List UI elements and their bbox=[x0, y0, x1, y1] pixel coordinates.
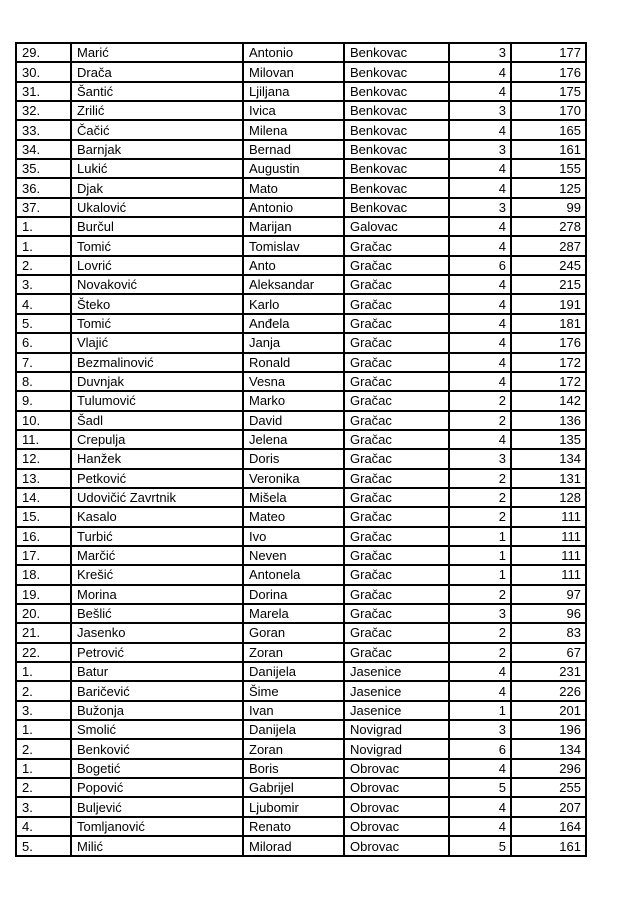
rank-cell: 4. bbox=[16, 294, 71, 313]
points-cell: 131 bbox=[511, 469, 586, 488]
count-cell: 3 bbox=[449, 140, 511, 159]
first-name-cell: Mateo bbox=[243, 507, 344, 526]
table-row bbox=[16, 314, 586, 333]
points-cell: 111 bbox=[511, 527, 586, 546]
place-cell: Gračac bbox=[344, 236, 449, 255]
last-name-cell: Tomić bbox=[71, 236, 243, 255]
first-name-cell: Mato bbox=[243, 178, 344, 197]
last-name-cell: Novaković bbox=[71, 275, 243, 294]
place-cell: Gračac bbox=[344, 372, 449, 391]
first-name-cell: Zoran bbox=[243, 643, 344, 662]
rank-cell: 1. bbox=[16, 759, 71, 778]
table-row bbox=[16, 43, 586, 62]
count-cell: 4 bbox=[449, 159, 511, 178]
last-name-cell: Marčić bbox=[71, 546, 243, 565]
place-cell: Gračac bbox=[344, 294, 449, 313]
count-cell: 5 bbox=[449, 836, 511, 856]
place-cell: Gračac bbox=[344, 643, 449, 662]
last-name-cell: Jasenko bbox=[71, 623, 243, 642]
table-row bbox=[16, 469, 586, 488]
first-name-cell: Mišela bbox=[243, 488, 344, 507]
points-cell: 134 bbox=[511, 449, 586, 468]
last-name-cell: Bezmalinović bbox=[71, 353, 243, 372]
place-cell: Benkovac bbox=[344, 178, 449, 197]
place-cell: Gračac bbox=[344, 314, 449, 333]
last-name-cell: Tomljanović bbox=[71, 817, 243, 836]
points-cell: 111 bbox=[511, 565, 586, 584]
count-cell: 4 bbox=[449, 314, 511, 333]
count-cell: 3 bbox=[449, 101, 511, 120]
rank-cell: 21. bbox=[16, 623, 71, 642]
first-name-cell: Ronald bbox=[243, 353, 344, 372]
place-cell: Jasenice bbox=[344, 701, 449, 720]
rank-cell: 12. bbox=[16, 449, 71, 468]
rank-cell: 4. bbox=[16, 817, 71, 836]
points-cell: 245 bbox=[511, 256, 586, 275]
points-cell: 142 bbox=[511, 391, 586, 410]
place-cell: Benkovac bbox=[344, 198, 449, 217]
last-name-cell: Baričević bbox=[71, 681, 243, 700]
count-cell: 4 bbox=[449, 275, 511, 294]
place-cell: Obrovac bbox=[344, 797, 449, 816]
points-cell: 226 bbox=[511, 681, 586, 700]
count-cell: 2 bbox=[449, 585, 511, 604]
rank-cell: 13. bbox=[16, 469, 71, 488]
count-cell: 6 bbox=[449, 256, 511, 275]
place-cell: Gračac bbox=[344, 546, 449, 565]
last-name-cell: Smolić bbox=[71, 720, 243, 739]
first-name-cell: Marela bbox=[243, 604, 344, 623]
place-cell: Obrovac bbox=[344, 817, 449, 836]
first-name-cell: Goran bbox=[243, 623, 344, 642]
count-cell: 4 bbox=[449, 430, 511, 449]
points-cell: 201 bbox=[511, 701, 586, 720]
points-cell: 176 bbox=[511, 62, 586, 81]
last-name-cell: Lukić bbox=[71, 159, 243, 178]
place-cell: Gračac bbox=[344, 353, 449, 372]
rank-cell: 35. bbox=[16, 159, 71, 178]
place-cell: Benkovac bbox=[344, 140, 449, 159]
points-cell: 134 bbox=[511, 739, 586, 758]
count-cell: 2 bbox=[449, 488, 511, 507]
rank-cell: 16. bbox=[16, 527, 71, 546]
points-cell: 99 bbox=[511, 198, 586, 217]
points-cell: 287 bbox=[511, 236, 586, 255]
table-row bbox=[16, 120, 586, 139]
place-cell: Gračac bbox=[344, 604, 449, 623]
last-name-cell: Popović bbox=[71, 778, 243, 797]
table-row bbox=[16, 256, 586, 275]
points-cell: 278 bbox=[511, 217, 586, 236]
last-name-cell: Duvnjak bbox=[71, 372, 243, 391]
count-cell: 4 bbox=[449, 817, 511, 836]
place-cell: Novigrad bbox=[344, 739, 449, 758]
points-cell: 135 bbox=[511, 430, 586, 449]
table-row bbox=[16, 449, 586, 468]
first-name-cell: Ljiljana bbox=[243, 82, 344, 101]
place-cell: Benkovac bbox=[344, 159, 449, 178]
first-name-cell: Vesna bbox=[243, 372, 344, 391]
count-cell: 1 bbox=[449, 701, 511, 720]
points-cell: 125 bbox=[511, 178, 586, 197]
rank-cell: 2. bbox=[16, 681, 71, 700]
place-cell: Benkovac bbox=[344, 43, 449, 62]
rank-cell: 29. bbox=[16, 43, 71, 62]
points-cell: 207 bbox=[511, 797, 586, 816]
rank-cell: 3. bbox=[16, 275, 71, 294]
place-cell: Gračac bbox=[344, 449, 449, 468]
place-cell: Obrovac bbox=[344, 759, 449, 778]
points-cell: 96 bbox=[511, 604, 586, 623]
table-row bbox=[16, 681, 586, 700]
count-cell: 1 bbox=[449, 527, 511, 546]
first-name-cell: Ivica bbox=[243, 101, 344, 120]
count-cell: 4 bbox=[449, 82, 511, 101]
place-cell: Gračac bbox=[344, 333, 449, 352]
last-name-cell: Čačić bbox=[71, 120, 243, 139]
count-cell: 4 bbox=[449, 294, 511, 313]
last-name-cell: Tulumović bbox=[71, 391, 243, 410]
table-row bbox=[16, 178, 586, 197]
rank-cell: 36. bbox=[16, 178, 71, 197]
table-row bbox=[16, 372, 586, 391]
table-row bbox=[16, 701, 586, 720]
points-cell: 231 bbox=[511, 662, 586, 681]
points-cell: 172 bbox=[511, 372, 586, 391]
last-name-cell: Zrilić bbox=[71, 101, 243, 120]
place-cell: Jasenice bbox=[344, 662, 449, 681]
table-row bbox=[16, 82, 586, 101]
table-row bbox=[16, 662, 586, 681]
first-name-cell: Boris bbox=[243, 759, 344, 778]
table-row bbox=[16, 623, 586, 642]
count-cell: 4 bbox=[449, 372, 511, 391]
last-name-cell: Crepulja bbox=[71, 430, 243, 449]
table-row bbox=[16, 198, 586, 217]
table-row bbox=[16, 411, 586, 430]
table-row bbox=[16, 836, 586, 856]
table-row bbox=[16, 62, 586, 81]
first-name-cell: Aleksandar bbox=[243, 275, 344, 294]
count-cell: 4 bbox=[449, 236, 511, 255]
table-row bbox=[16, 817, 586, 836]
place-cell: Gračac bbox=[344, 488, 449, 507]
table-row bbox=[16, 140, 586, 159]
count-cell: 3 bbox=[449, 43, 511, 62]
place-cell: Jasenice bbox=[344, 681, 449, 700]
count-cell: 4 bbox=[449, 62, 511, 81]
place-cell: Benkovac bbox=[344, 101, 449, 120]
points-cell: 175 bbox=[511, 82, 586, 101]
last-name-cell: Djak bbox=[71, 178, 243, 197]
count-cell: 2 bbox=[449, 411, 511, 430]
first-name-cell: Danijela bbox=[243, 720, 344, 739]
points-cell: 176 bbox=[511, 333, 586, 352]
place-cell: Gračac bbox=[344, 565, 449, 584]
last-name-cell: Petrović bbox=[71, 643, 243, 662]
count-cell: 4 bbox=[449, 797, 511, 816]
first-name-cell: Milovan bbox=[243, 62, 344, 81]
last-name-cell: Krešić bbox=[71, 565, 243, 584]
table-row bbox=[16, 333, 586, 352]
count-cell: 3 bbox=[449, 449, 511, 468]
last-name-cell: Marić bbox=[71, 43, 243, 62]
count-cell: 2 bbox=[449, 469, 511, 488]
rank-cell: 9. bbox=[16, 391, 71, 410]
last-name-cell: Morina bbox=[71, 585, 243, 604]
table-row bbox=[16, 797, 586, 816]
rank-cell: 1. bbox=[16, 662, 71, 681]
place-cell: Gračac bbox=[344, 275, 449, 294]
count-cell: 1 bbox=[449, 565, 511, 584]
rank-cell: 14. bbox=[16, 488, 71, 507]
first-name-cell: Dorina bbox=[243, 585, 344, 604]
rank-cell: 17. bbox=[16, 546, 71, 565]
table-row bbox=[16, 275, 586, 294]
points-cell: 67 bbox=[511, 643, 586, 662]
points-cell: 111 bbox=[511, 546, 586, 565]
points-cell: 172 bbox=[511, 353, 586, 372]
first-name-cell: Jelena bbox=[243, 430, 344, 449]
count-cell: 1 bbox=[449, 546, 511, 565]
points-cell: 97 bbox=[511, 585, 586, 604]
count-cell: 2 bbox=[449, 623, 511, 642]
points-cell: 155 bbox=[511, 159, 586, 178]
last-name-cell: Petković bbox=[71, 469, 243, 488]
points-cell: 128 bbox=[511, 488, 586, 507]
place-cell: Gračac bbox=[344, 507, 449, 526]
first-name-cell: Renato bbox=[243, 817, 344, 836]
rank-cell: 8. bbox=[16, 372, 71, 391]
first-name-cell: Danijela bbox=[243, 662, 344, 681]
place-cell: Novigrad bbox=[344, 720, 449, 739]
last-name-cell: Tomić bbox=[71, 314, 243, 333]
count-cell: 4 bbox=[449, 333, 511, 352]
points-cell: 296 bbox=[511, 759, 586, 778]
place-cell: Gračac bbox=[344, 527, 449, 546]
rank-cell: 3. bbox=[16, 701, 71, 720]
rank-cell: 5. bbox=[16, 836, 71, 856]
last-name-cell: Udovičić Zavrtnik bbox=[71, 488, 243, 507]
points-cell: 111 bbox=[511, 507, 586, 526]
table-row bbox=[16, 101, 586, 120]
first-name-cell: Milorad bbox=[243, 836, 344, 856]
first-name-cell: Anđela bbox=[243, 314, 344, 333]
first-name-cell: Ivan bbox=[243, 701, 344, 720]
rank-cell: 18. bbox=[16, 565, 71, 584]
count-cell: 4 bbox=[449, 217, 511, 236]
count-cell: 3 bbox=[449, 604, 511, 623]
rank-cell: 2. bbox=[16, 778, 71, 797]
place-cell: Gračac bbox=[344, 585, 449, 604]
last-name-cell: Lovrić bbox=[71, 256, 243, 275]
rank-cell: 1. bbox=[16, 720, 71, 739]
table-row bbox=[16, 604, 586, 623]
last-name-cell: Burčul bbox=[71, 217, 243, 236]
place-cell: Galovac bbox=[344, 217, 449, 236]
rank-cell: 20. bbox=[16, 604, 71, 623]
rank-cell: 7. bbox=[16, 353, 71, 372]
table-row bbox=[16, 294, 586, 313]
points-cell: 181 bbox=[511, 314, 586, 333]
place-cell: Gračac bbox=[344, 256, 449, 275]
table-row bbox=[16, 759, 586, 778]
last-name-cell: Bogetić bbox=[71, 759, 243, 778]
rank-cell: 10. bbox=[16, 411, 71, 430]
first-name-cell: Milena bbox=[243, 120, 344, 139]
table-row bbox=[16, 565, 586, 584]
rank-cell: 1. bbox=[16, 217, 71, 236]
first-name-cell: Šime bbox=[243, 681, 344, 700]
last-name-cell: Drača bbox=[71, 62, 243, 81]
first-name-cell: Zoran bbox=[243, 739, 344, 758]
first-name-cell: Antonio bbox=[243, 198, 344, 217]
place-cell: Gračac bbox=[344, 623, 449, 642]
first-name-cell: David bbox=[243, 411, 344, 430]
rank-cell: 5. bbox=[16, 314, 71, 333]
last-name-cell: Bužonja bbox=[71, 701, 243, 720]
last-name-cell: Turbić bbox=[71, 527, 243, 546]
table-row bbox=[16, 778, 586, 797]
table-row bbox=[16, 159, 586, 178]
count-cell: 4 bbox=[449, 120, 511, 139]
place-cell: Obrovac bbox=[344, 778, 449, 797]
rank-cell: 3. bbox=[16, 797, 71, 816]
rank-cell: 1. bbox=[16, 236, 71, 255]
last-name-cell: Batur bbox=[71, 662, 243, 681]
place-cell: Benkovac bbox=[344, 120, 449, 139]
table-row bbox=[16, 527, 586, 546]
first-name-cell: Anto bbox=[243, 256, 344, 275]
points-cell: 136 bbox=[511, 411, 586, 430]
table-row bbox=[16, 720, 586, 739]
first-name-cell: Tomislav bbox=[243, 236, 344, 255]
first-name-cell: Ivo bbox=[243, 527, 344, 546]
rank-cell: 19. bbox=[16, 585, 71, 604]
first-name-cell: Veronika bbox=[243, 469, 344, 488]
count-cell: 2 bbox=[449, 507, 511, 526]
count-cell: 4 bbox=[449, 662, 511, 681]
rank-cell: 31. bbox=[16, 82, 71, 101]
count-cell: 5 bbox=[449, 778, 511, 797]
last-name-cell: Hanžek bbox=[71, 449, 243, 468]
rank-cell: 15. bbox=[16, 507, 71, 526]
rank-cell: 32. bbox=[16, 101, 71, 120]
last-name-cell: Milić bbox=[71, 836, 243, 856]
first-name-cell: Karlo bbox=[243, 294, 344, 313]
count-cell: 2 bbox=[449, 643, 511, 662]
last-name-cell: Benković bbox=[71, 739, 243, 758]
count-cell: 3 bbox=[449, 198, 511, 217]
last-name-cell: Bešlić bbox=[71, 604, 243, 623]
first-name-cell: Antonio bbox=[243, 43, 344, 62]
points-cell: 161 bbox=[511, 140, 586, 159]
last-name-cell: Šteko bbox=[71, 294, 243, 313]
count-cell: 4 bbox=[449, 681, 511, 700]
points-cell: 165 bbox=[511, 120, 586, 139]
table-row bbox=[16, 739, 586, 758]
table-row bbox=[16, 391, 586, 410]
points-cell: 177 bbox=[511, 43, 586, 62]
rank-cell: 2. bbox=[16, 256, 71, 275]
place-cell: Gračac bbox=[344, 391, 449, 410]
points-cell: 215 bbox=[511, 275, 586, 294]
last-name-cell: Barnjak bbox=[71, 140, 243, 159]
place-cell: Benkovac bbox=[344, 62, 449, 81]
count-cell: 3 bbox=[449, 720, 511, 739]
table-row bbox=[16, 217, 586, 236]
place-cell: Benkovac bbox=[344, 82, 449, 101]
count-cell: 4 bbox=[449, 759, 511, 778]
count-cell: 4 bbox=[449, 178, 511, 197]
last-name-cell: Buljević bbox=[71, 797, 243, 816]
points-cell: 255 bbox=[511, 778, 586, 797]
first-name-cell: Marko bbox=[243, 391, 344, 410]
place-cell: Obrovac bbox=[344, 836, 449, 856]
points-cell: 83 bbox=[511, 623, 586, 642]
table-row bbox=[16, 488, 586, 507]
first-name-cell: Augustin bbox=[243, 159, 344, 178]
place-cell: Gračac bbox=[344, 430, 449, 449]
rank-cell: 2. bbox=[16, 739, 71, 758]
table-row bbox=[16, 643, 586, 662]
rank-cell: 34. bbox=[16, 140, 71, 159]
count-cell: 2 bbox=[449, 391, 511, 410]
rank-cell: 30. bbox=[16, 62, 71, 81]
table-row bbox=[16, 430, 586, 449]
table-row bbox=[16, 353, 586, 372]
count-cell: 6 bbox=[449, 739, 511, 758]
results-table bbox=[15, 42, 587, 857]
points-cell: 170 bbox=[511, 101, 586, 120]
place-cell: Gračac bbox=[344, 469, 449, 488]
first-name-cell: Doris bbox=[243, 449, 344, 468]
first-name-cell: Neven bbox=[243, 546, 344, 565]
last-name-cell: Šantić bbox=[71, 82, 243, 101]
rank-cell: 22. bbox=[16, 643, 71, 662]
last-name-cell: Šadl bbox=[71, 411, 243, 430]
points-cell: 161 bbox=[511, 836, 586, 856]
rank-cell: 33. bbox=[16, 120, 71, 139]
table-row bbox=[16, 546, 586, 565]
count-cell: 4 bbox=[449, 353, 511, 372]
first-name-cell: Antonela bbox=[243, 565, 344, 584]
last-name-cell: Kasalo bbox=[71, 507, 243, 526]
first-name-cell: Ljubomir bbox=[243, 797, 344, 816]
table-row bbox=[16, 585, 586, 604]
first-name-cell: Bernad bbox=[243, 140, 344, 159]
points-cell: 164 bbox=[511, 817, 586, 836]
points-cell: 196 bbox=[511, 720, 586, 739]
first-name-cell: Marijan bbox=[243, 217, 344, 236]
rank-cell: 11. bbox=[16, 430, 71, 449]
table-row bbox=[16, 236, 586, 255]
first-name-cell: Gabrijel bbox=[243, 778, 344, 797]
place-cell: Gračac bbox=[344, 411, 449, 430]
rank-cell: 37. bbox=[16, 198, 71, 217]
points-cell: 191 bbox=[511, 294, 586, 313]
first-name-cell: Janja bbox=[243, 333, 344, 352]
last-name-cell: Vlajić bbox=[71, 333, 243, 352]
rank-cell: 6. bbox=[16, 333, 71, 352]
results-table-body bbox=[16, 43, 586, 856]
last-name-cell: Ukalović bbox=[71, 198, 243, 217]
table-row bbox=[16, 507, 586, 526]
